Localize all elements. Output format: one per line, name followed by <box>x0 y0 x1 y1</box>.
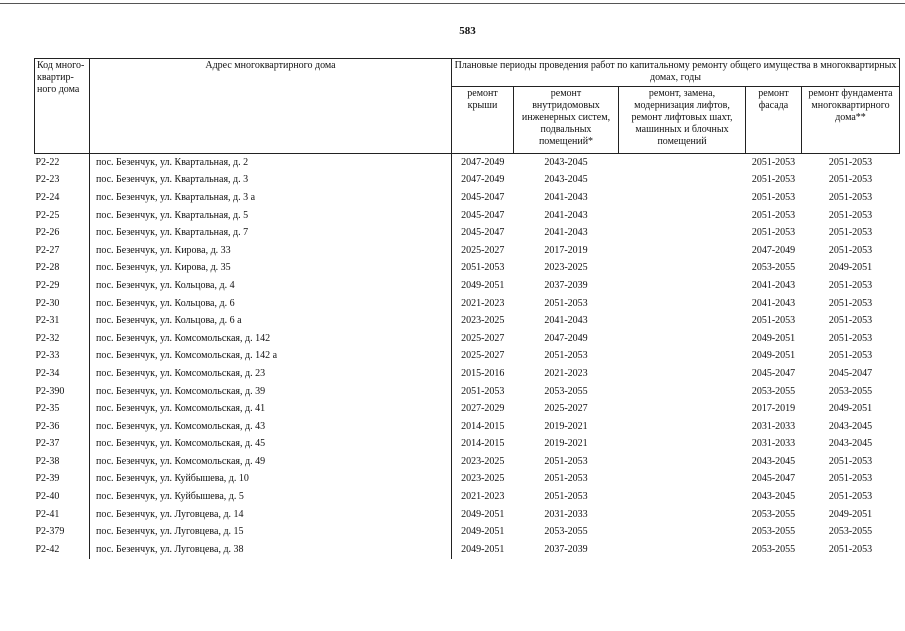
house-code-cell: P2-24 <box>35 189 90 207</box>
table-body <box>35 154 900 559</box>
foundation-period-cell: 2049-2051 <box>828 262 873 274</box>
table-row <box>35 189 900 207</box>
table-row <box>35 471 900 489</box>
systems-period-cell: 2037-2039 <box>544 279 588 291</box>
house-code-cell: P2-31 <box>35 312 90 330</box>
col-header-periods: Плановые периоды проведения работ по капитальному ремонту общего имущества в многоквартирных домах, годы <box>452 59 900 87</box>
foundation-period-cell: 2051-2053 <box>828 455 873 467</box>
foundation-period-cell: 2051-2053 <box>828 227 873 239</box>
roof-period-cell: 2047-2049 <box>452 154 514 172</box>
foundation-period-cell: 2053-2055 <box>828 526 873 538</box>
foundation-period-cell: 2043-2045 <box>828 438 873 450</box>
address-cell: пос. Безенчук, ул. Комсомольская, д. 23 <box>90 365 452 383</box>
house-code-cell: P2-379 <box>35 523 90 541</box>
house-code-cell: P2-34 <box>35 365 90 383</box>
table-row <box>35 383 900 401</box>
lifts-period-cell <box>619 383 746 401</box>
foundation-period-cell: 2051-2053 <box>802 154 900 172</box>
facade-period-cell: 2031-2033 <box>751 420 796 432</box>
systems-period-cell: 2041-2043 <box>544 315 588 327</box>
address-cell: пос. Безенчук, ул. Куйбышева, д. 10 <box>90 471 452 489</box>
foundation-period-cell: 2051-2053 <box>828 332 873 344</box>
roof-period-cell: 2025-2027 <box>461 244 505 256</box>
roof-period-cell: 2049-2051 <box>461 508 505 520</box>
house-code-cell: P2-40 <box>35 488 90 506</box>
lifts-period-cell <box>619 172 746 190</box>
roof-period-cell: 2027-2029 <box>461 403 505 415</box>
roof-period-cell: 2045-2047 <box>461 227 505 239</box>
systems-period-cell: 2051-2053 <box>544 491 588 503</box>
address-cell: пос. Безенчук, ул. Комсомольская, д. 49 <box>90 453 452 471</box>
lifts-period-cell <box>619 488 746 506</box>
lifts-period-cell <box>619 418 746 436</box>
lifts-period-cell <box>619 506 746 524</box>
table-row <box>35 418 900 436</box>
systems-period-cell: 2041-2043 <box>544 227 588 239</box>
table-row <box>35 312 900 330</box>
page-number: 583 <box>459 25 476 37</box>
facade-period-cell: 2017-2019 <box>751 403 796 415</box>
systems-period-cell: 2043-2045 <box>514 154 619 172</box>
facade-period-cell: 2053-2055 <box>751 385 796 397</box>
foundation-period-cell: 2051-2053 <box>828 174 873 186</box>
lifts-period-cell <box>619 277 746 295</box>
table-row <box>35 242 900 260</box>
house-code-cell: P2-37 <box>35 436 90 454</box>
address-cell: пос. Безенчук, ул. Комсомольская, д. 43 <box>90 418 452 436</box>
capital-repair-table <box>34 58 900 559</box>
house-code-cell: P2-33 <box>35 348 90 366</box>
address-cell: пос. Безенчук, ул. Куйбышева, д. 5 <box>90 488 452 506</box>
top-rule <box>0 3 905 4</box>
roof-period-cell: 2023-2025 <box>461 455 505 467</box>
facade-period-cell: 2047-2049 <box>751 244 796 256</box>
lifts-period-cell <box>619 523 746 541</box>
foundation-period-cell: 2051-2053 <box>828 543 873 555</box>
lifts-period-cell <box>619 295 746 313</box>
systems-period-cell: 2021-2023 <box>544 367 588 379</box>
address-cell: пос. Безенчук, ул. Комсомольская, д. 142 <box>90 330 452 348</box>
address-cell: пос. Безенчук, ул. Квартальная, д. 2 <box>90 154 452 172</box>
lifts-period-cell <box>619 471 746 489</box>
roof-period-cell: 2051-2053 <box>461 385 505 397</box>
table-row <box>35 365 900 383</box>
house-code-cell: P2-390 <box>35 383 90 401</box>
house-code-cell: P2-42 <box>35 541 90 559</box>
foundation-period-cell: 2051-2053 <box>828 315 873 327</box>
table-row <box>35 330 900 348</box>
systems-period-cell: 2025-2027 <box>544 403 588 415</box>
facade-period-cell: 2051-2053 <box>751 227 796 239</box>
systems-period-cell: 2019-2021 <box>544 420 588 432</box>
foundation-period-cell: 2051-2053 <box>828 297 873 309</box>
foundation-period-cell: 2051-2053 <box>828 491 873 503</box>
table-row <box>35 541 900 559</box>
lifts-period-cell <box>619 242 746 260</box>
roof-period-cell: 2049-2051 <box>461 543 505 555</box>
table-row <box>35 277 900 295</box>
foundation-period-cell: 2051-2053 <box>828 473 873 485</box>
house-code-cell: P2-27 <box>35 242 90 260</box>
foundation-period-cell: 2051-2053 <box>828 191 873 203</box>
facade-period-cell: 2049-2051 <box>751 350 796 362</box>
systems-period-cell: 2047-2049 <box>544 332 588 344</box>
lifts-period-cell <box>619 400 746 418</box>
address-cell: пос. Безенчук, ул. Кольцова, д. 6 <box>90 295 452 313</box>
systems-period-cell: 2053-2055 <box>544 526 588 538</box>
table-row <box>35 488 900 506</box>
house-code-cell: P2-28 <box>35 260 90 278</box>
roof-period-cell: 2051-2053 <box>461 262 505 274</box>
facade-period-cell: 2043-2045 <box>751 491 796 503</box>
roof-period-cell: 2023-2025 <box>461 473 505 485</box>
foundation-period-cell: 2051-2053 <box>828 209 873 221</box>
lifts-period-cell <box>619 207 746 225</box>
col-header-address: Адрес многоквартирного дома <box>90 59 452 154</box>
address-cell: пос. Безенчук, ул. Кольцова, д. 6 а <box>90 312 452 330</box>
roof-period-cell: 2045-2047 <box>461 191 505 203</box>
table-row <box>35 295 900 313</box>
systems-period-cell: 2051-2053 <box>544 455 588 467</box>
facade-period-cell: 2053-2055 <box>751 543 796 555</box>
facade-period-cell: 2045-2047 <box>751 473 796 485</box>
address-cell: пос. Безенчук, ул. Комсомольская, д. 39 <box>90 383 452 401</box>
table-row <box>35 523 900 541</box>
facade-period-cell: 2031-2033 <box>751 438 796 450</box>
facade-period-cell: 2051-2053 <box>751 174 796 186</box>
systems-period-cell: 2017-2019 <box>544 244 588 256</box>
facade-period-cell: 2041-2043 <box>751 297 796 309</box>
systems-period-cell: 2019-2021 <box>544 438 588 450</box>
foundation-period-cell: 2045-2047 <box>828 367 873 379</box>
systems-period-cell: 2053-2055 <box>544 385 588 397</box>
systems-period-cell: 2051-2053 <box>544 473 588 485</box>
roof-period-cell: 2049-2051 <box>461 526 505 538</box>
roof-period-cell: 2014-2015 <box>461 420 505 432</box>
lifts-period-cell <box>619 365 746 383</box>
table-row <box>35 506 900 524</box>
roof-period-cell: 2023-2025 <box>461 315 505 327</box>
lifts-period-cell <box>619 453 746 471</box>
foundation-period-cell: 2049-2051 <box>828 403 873 415</box>
foundation-period-cell: 2049-2051 <box>828 508 873 520</box>
address-cell: пос. Безенчук, ул. Луговцева, д. 38 <box>90 541 452 559</box>
roof-period-cell: 2021-2023 <box>461 297 505 309</box>
foundation-period-cell: 2053-2055 <box>828 385 873 397</box>
house-code-cell: P2-25 <box>35 207 90 225</box>
table-row <box>35 436 900 454</box>
address-cell: пос. Безенчук, ул. Квартальная, д. 7 <box>90 224 452 242</box>
systems-period-cell: 2031-2033 <box>544 508 588 520</box>
col-header-code: Код много-квартир-ного дома <box>35 59 90 154</box>
systems-period-cell: 2041-2043 <box>544 209 588 221</box>
roof-period-cell: 2025-2027 <box>461 350 505 362</box>
house-code-cell: P2-23 <box>35 172 90 190</box>
lifts-period-cell <box>619 224 746 242</box>
facade-period-cell: 2041-2043 <box>751 279 796 291</box>
systems-period-cell: 2051-2053 <box>544 297 588 309</box>
table-row <box>35 154 900 172</box>
lifts-period-cell <box>619 541 746 559</box>
house-code-cell: P2-30 <box>35 295 90 313</box>
col-header-lifts: ремонт, замена, модернизация лифтов, ремонт лифтовых шахт, машинных и блочных помещений <box>619 86 746 153</box>
address-cell: пос. Безенчук, ул. Луговцева, д. 14 <box>90 506 452 524</box>
address-cell: пос. Безенчук, ул. Квартальная, д. 3 а <box>90 189 452 207</box>
house-code-cell: P2-26 <box>35 224 90 242</box>
table-row <box>35 348 900 366</box>
roof-period-cell: 2015-2016 <box>461 367 505 379</box>
house-code-cell: P2-35 <box>35 400 90 418</box>
lifts-period-cell <box>619 436 746 454</box>
table-row <box>35 172 900 190</box>
address-cell: пос. Безенчук, ул. Кольцова, д. 4 <box>90 277 452 295</box>
house-code-cell: P2-38 <box>35 453 90 471</box>
address-cell: пос. Безенчук, ул. Кирова, д. 35 <box>90 260 452 278</box>
foundation-period-cell: 2043-2045 <box>828 420 873 432</box>
facade-period-cell: 2053-2055 <box>751 262 796 274</box>
facade-period-cell: 2053-2055 <box>751 508 796 520</box>
lifts-period-cell <box>619 348 746 366</box>
house-code-cell: P2-39 <box>35 471 90 489</box>
facade-period-cell: 2051-2053 <box>751 315 796 327</box>
systems-period-cell: 2043-2045 <box>544 174 588 186</box>
roof-period-cell: 2014-2015 <box>461 438 505 450</box>
table-row <box>35 224 900 242</box>
roof-period-cell: 2021-2023 <box>461 491 505 503</box>
col-header-roof: ремонт крыши <box>452 86 514 153</box>
lifts-period-cell <box>619 260 746 278</box>
systems-period-cell: 2023-2025 <box>544 262 588 274</box>
facade-period-cell: 2049-2051 <box>751 332 796 344</box>
lifts-period-cell <box>619 154 746 172</box>
table-row <box>35 207 900 225</box>
lifts-period-cell <box>619 330 746 348</box>
house-code-cell: P2-29 <box>35 277 90 295</box>
facade-period-cell: 2051-2053 <box>751 191 796 203</box>
facade-period-cell: 2051-2053 <box>746 154 802 172</box>
col-header-facade: ремонт фасада <box>746 86 802 153</box>
table-row <box>35 400 900 418</box>
facade-period-cell: 2043-2045 <box>751 455 796 467</box>
address-cell: пос. Безенчук, ул. Квартальная, д. 3 <box>90 172 452 190</box>
table-row <box>35 453 900 471</box>
systems-period-cell: 2037-2039 <box>544 543 588 555</box>
house-code-cell: P2-22 <box>35 154 90 172</box>
facade-period-cell: 2045-2047 <box>751 367 796 379</box>
address-cell: пос. Безенчук, ул. Луговцева, д. 15 <box>90 523 452 541</box>
roof-period-cell: 2025-2027 <box>461 332 505 344</box>
house-code-cell: P2-32 <box>35 330 90 348</box>
col-header-foundation: ремонт фундамента многоквартирного дома** <box>802 86 900 153</box>
foundation-period-cell: 2051-2053 <box>828 244 873 256</box>
facade-period-cell: 2053-2055 <box>751 526 796 538</box>
roof-period-cell: 2047-2049 <box>461 174 505 186</box>
address-cell: пос. Безенчук, ул. Комсомольская, д. 45 <box>90 436 452 454</box>
facade-period-cell: 2051-2053 <box>751 209 796 221</box>
lifts-period-cell <box>619 189 746 207</box>
lifts-period-cell <box>619 312 746 330</box>
systems-period-cell: 2051-2053 <box>544 350 588 362</box>
foundation-period-cell: 2051-2053 <box>828 279 873 291</box>
foundation-period-cell: 2051-2053 <box>828 350 873 362</box>
house-code-cell: P2-41 <box>35 506 90 524</box>
house-code-cell: P2-36 <box>35 418 90 436</box>
address-cell: пос. Безенчук, ул. Кирова, д. 33 <box>90 242 452 260</box>
roof-period-cell: 2049-2051 <box>461 279 505 291</box>
col-header-systems: ремонт внутридомовых инженерных систем, подвальных помещений* <box>514 86 619 153</box>
address-cell: пос. Безенчук, ул. Комсомольская, д. 142 а <box>90 348 452 366</box>
address-cell: пос. Безенчук, ул. Комсомольская, д. 41 <box>90 400 452 418</box>
table-row <box>35 260 900 278</box>
address-cell: пос. Безенчук, ул. Квартальная, д. 5 <box>90 207 452 225</box>
systems-period-cell: 2041-2043 <box>544 191 588 203</box>
roof-period-cell: 2045-2047 <box>461 209 505 221</box>
